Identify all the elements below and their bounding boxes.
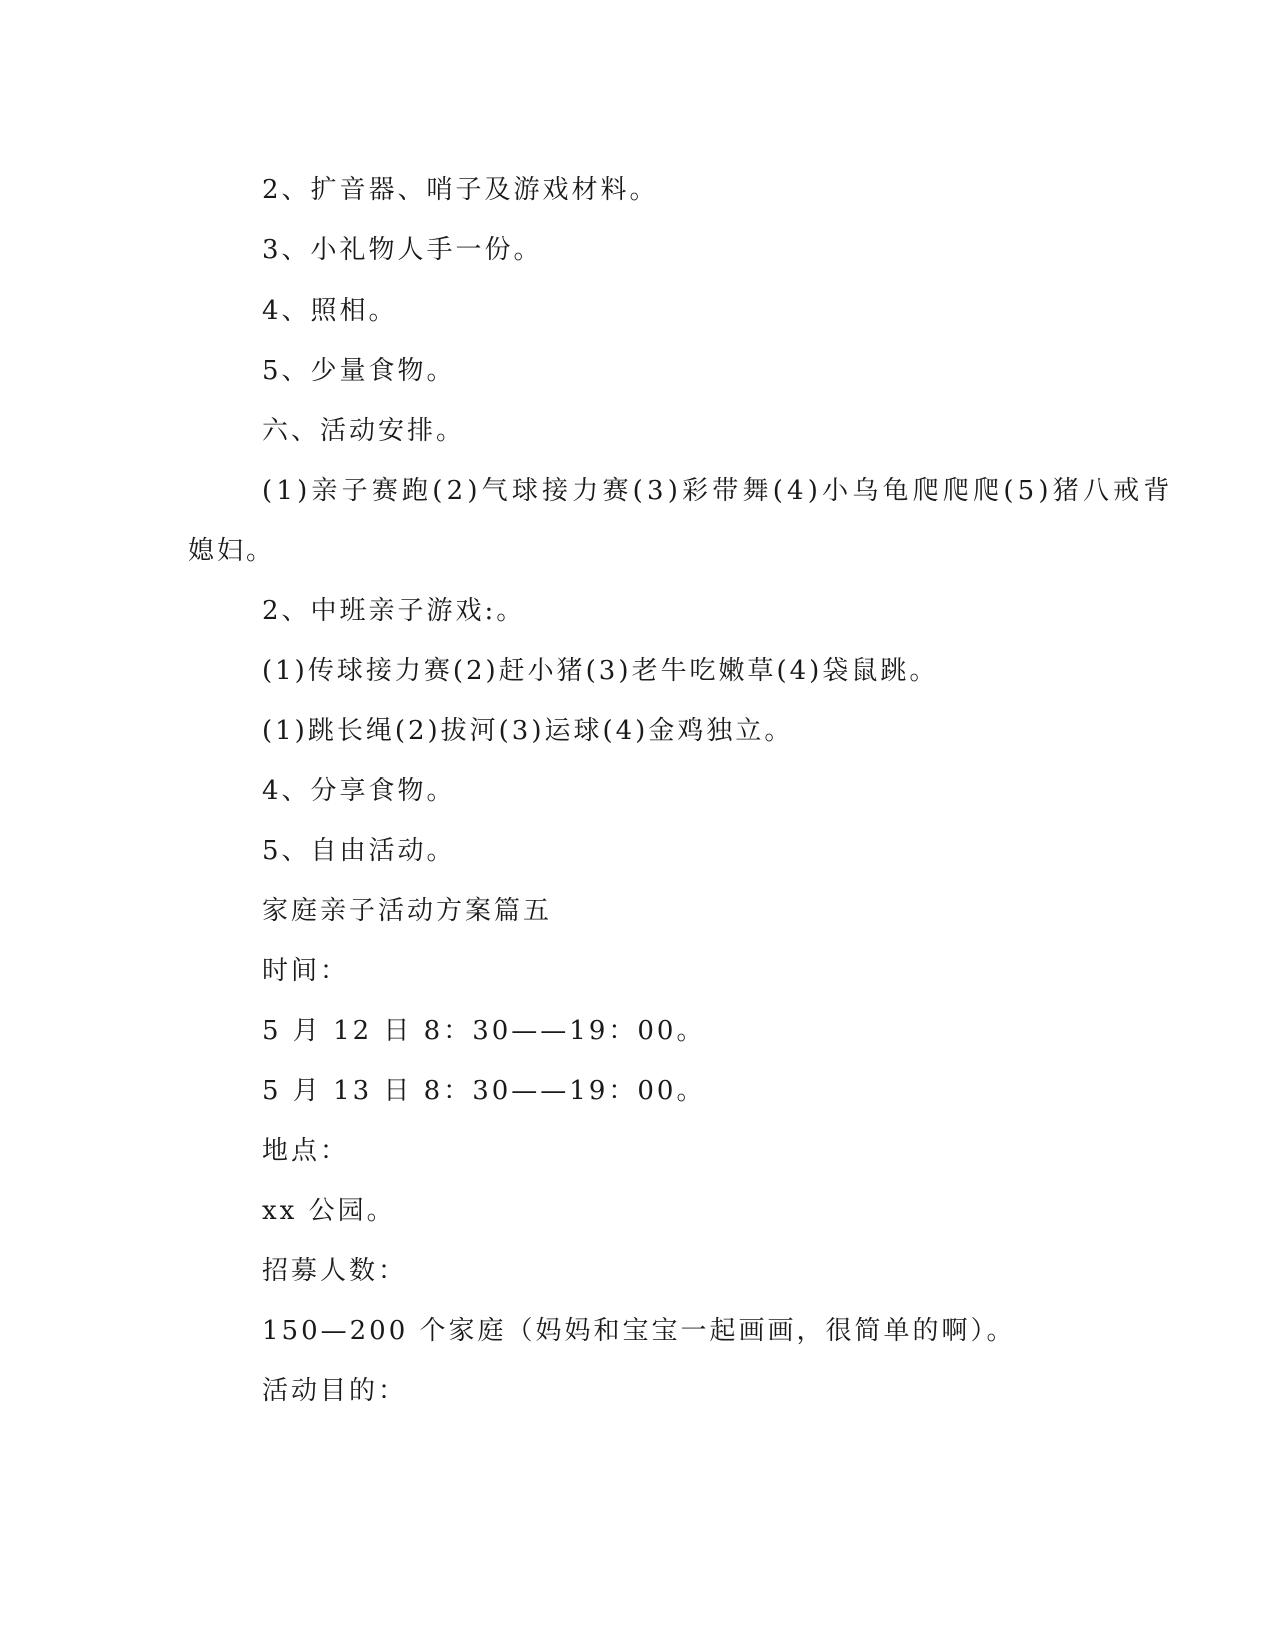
paragraph: 4、分享食物。 [262,776,456,806]
section-title: 家庭亲子活动方案篇五 [262,896,553,926]
paragraph: 2、扩音器、哨子及游戏材料。 [262,175,659,205]
paragraph: 2、中班亲子游戏:。 [262,596,526,626]
paragraph: 150—200 个家庭（妈妈和宝宝一起画画，很简单的啊）。 [262,1316,1016,1346]
field-label: 时间： [262,956,350,986]
field-label: 招募人数： [262,1256,408,1286]
paragraph-continuation: 媳妇。 [188,536,276,566]
section-heading: 六、活动安排。 [262,416,466,446]
paragraph: (1)传球接力赛(2)赶小猪(3)老牛吃嫩草(4)袋鼠跳。 [262,656,939,686]
paragraph: 5 月 13 日 8：30——19：00。 [262,1076,706,1106]
paragraph: (1)跳长绳(2)拔河(3)运球(4)金鸡独立。 [262,716,794,746]
paragraph: 5、自由活动。 [262,836,456,866]
paragraph: 4、照相。 [262,296,398,326]
paragraph: 5、少量食物。 [262,356,456,386]
paragraph: (1)亲子赛跑(2)气球接力赛(3)彩带舞(4)小乌龟爬爬爬(5)猪八戒背 [262,476,1174,506]
paragraph: 5 月 12 日 8：30——19：00。 [262,1016,706,1046]
field-label: 活动目的： [262,1376,408,1406]
paragraph: xx 公园。 [262,1196,396,1226]
paragraph: 3、小礼物人手一份。 [262,235,543,265]
field-label: 地点： [262,1136,350,1166]
